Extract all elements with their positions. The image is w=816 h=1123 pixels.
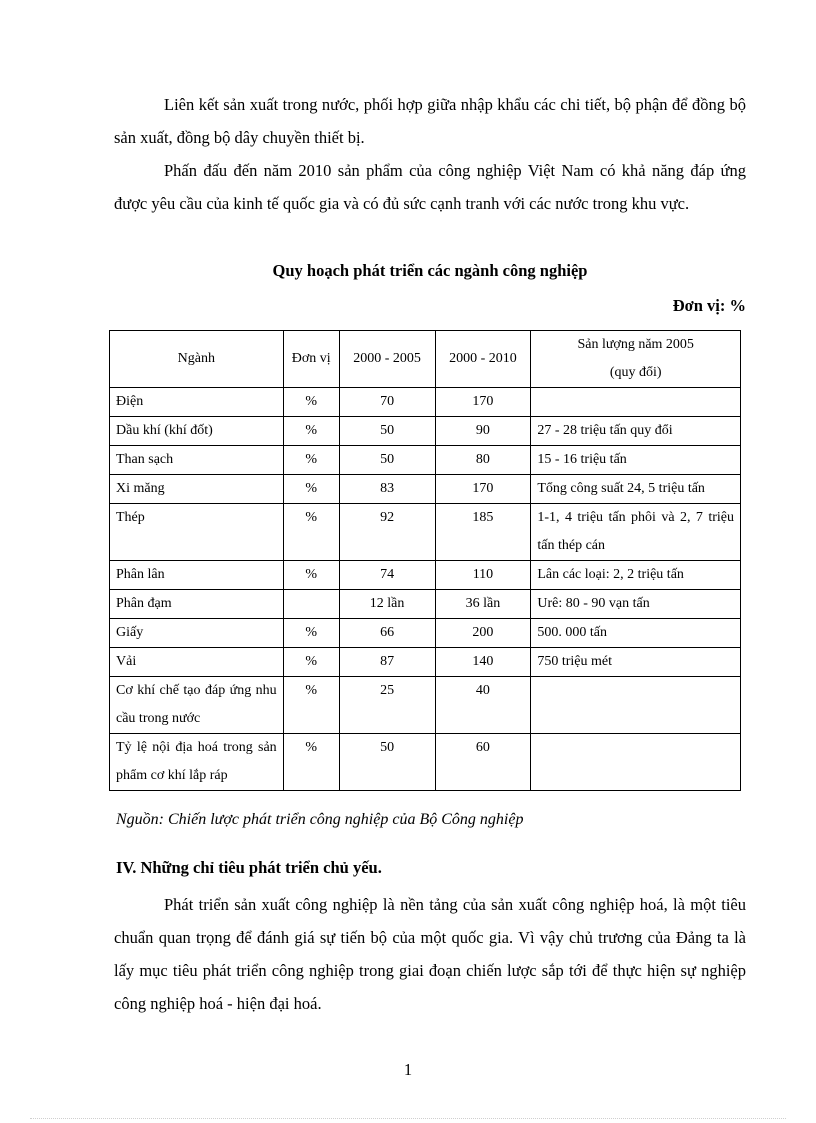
industry-plan-table (109, 330, 741, 791)
table-row (110, 388, 741, 417)
table-row (110, 648, 741, 677)
cell-2000-2010: 200 (435, 619, 531, 648)
cell-san-luong: 15 - 16 triệu tấn (531, 446, 741, 475)
header-don-vi: Đơn vị (283, 331, 339, 388)
paragraph-1-text: Liên kết sản xuất trong nước, phối hợp giữa nhập khẩu các chi tiết, bộ phận để đồng bộ sản xuất, đồng bộ dây chuyền thiết bị. (114, 95, 746, 147)
cell-nganh: Điện (110, 388, 284, 417)
table-header-row (110, 331, 741, 388)
unit-note: Đơn vị: % (672, 296, 746, 315)
section-heading: IV. Những chỉ tiêu phát triển chủ yếu. (116, 858, 382, 877)
cell-san-luong: Tổng công suất 24, 5 triệu tấn (531, 475, 741, 504)
cell-don-vi: % (283, 475, 339, 504)
cell-san-luong (531, 677, 741, 734)
cell-2000-2010: 36 lần (435, 590, 531, 619)
cell-2000-2005: 50 (339, 446, 435, 475)
cell-nganh: Phân lân (110, 561, 284, 590)
cell-san-luong: 27 - 28 triệu tấn quy đổi (531, 417, 741, 446)
header-2000-2010: 2000 - 2010 (435, 331, 531, 388)
cell-san-luong (531, 388, 741, 417)
cell-nganh: Giấy (110, 619, 284, 648)
table-row (110, 475, 741, 504)
cell-san-luong (531, 734, 741, 791)
cell-don-vi: % (283, 619, 339, 648)
header-san-luong-line2: (quy đổi) (609, 365, 662, 380)
cell-2000-2010: 80 (435, 446, 531, 475)
cell-2000-2005: 50 (339, 734, 435, 791)
cell-2000-2005: 25 (339, 677, 435, 734)
cell-2000-2005: 92 (339, 504, 435, 561)
table-body (110, 388, 741, 791)
cell-2000-2010: 185 (435, 504, 531, 561)
cell-nganh: Tỷ lệ nội địa hoá trong sản phẩm cơ khí lắp ráp (110, 734, 284, 791)
cell-nganh: Dầu khí (khí đốt) (110, 417, 284, 446)
cell-2000-2005: 12 lần (339, 590, 435, 619)
cell-don-vi: % (283, 504, 339, 561)
table-row (110, 734, 741, 791)
cell-nganh: Cơ khí chế tạo đáp ứng nhu cầu trong nước (110, 677, 284, 734)
table-row (110, 417, 741, 446)
cell-nganh: Than sạch (110, 446, 284, 475)
cell-2000-2005: 83 (339, 475, 435, 504)
cell-nganh: Xi măng (110, 475, 284, 504)
cell-san-luong: Lân các loại: 2, 2 triệu tấn (531, 561, 741, 590)
paragraph-2 (114, 154, 746, 220)
cell-don-vi: % (283, 388, 339, 417)
cell-don-vi: % (283, 417, 339, 446)
header-nganh: Ngành (110, 331, 284, 388)
cell-don-vi: % (283, 677, 339, 734)
cell-2000-2005: 70 (339, 388, 435, 417)
table-source: Nguồn: Chiến lược phát triển công nghiệp của Bộ Công nghiệp (116, 811, 524, 828)
cell-don-vi: % (283, 734, 339, 791)
table-row (110, 619, 741, 648)
header-san-luong-line1: Sản lượng năm 2005 (577, 337, 694, 352)
page-number: 1 (403, 1060, 413, 1079)
cell-nganh: Phân đạm (110, 590, 284, 619)
cell-don-vi: % (283, 561, 339, 590)
cell-san-luong: Urê: 80 - 90 vạn tấn (531, 590, 741, 619)
cell-don-vi: % (283, 648, 339, 677)
cell-2000-2005: 87 (339, 648, 435, 677)
cell-nganh: Thép (110, 504, 284, 561)
table-title: Quy hoạch phát triển các ngành công nghiệp (272, 261, 588, 280)
table-row (110, 677, 741, 734)
cell-2000-2010: 140 (435, 648, 531, 677)
paragraph-2-text: Phấn đấu đến năm 2010 sản phẩm của công nghiệp Việt Nam có khả năng đáp ứng được yêu cầu của kinh tế quốc gia và có đủ sức cạnh tranh với các nước trong khu vực. (114, 161, 746, 213)
table-row (110, 446, 741, 475)
cell-2000-2005: 66 (339, 619, 435, 648)
cell-2000-2010: 90 (435, 417, 531, 446)
table-row (110, 561, 741, 590)
cell-san-luong: 500. 000 tấn (531, 619, 741, 648)
cell-2000-2005: 74 (339, 561, 435, 590)
header-2000-2005: 2000 - 2005 (339, 331, 435, 388)
cell-san-luong: 1-1, 4 triệu tấn phôi và 2, 7 triệu tấn thép cán (531, 504, 741, 561)
cell-2000-2005: 50 (339, 417, 435, 446)
table-row (110, 504, 741, 561)
cell-2000-2010: 110 (435, 561, 531, 590)
paragraph-1 (114, 88, 746, 154)
cell-san-luong: 750 triệu mét (531, 648, 741, 677)
cell-2000-2010: 60 (435, 734, 531, 791)
cell-nganh: Vải (110, 648, 284, 677)
paragraph-3 (114, 888, 746, 1020)
cell-don-vi: % (283, 446, 339, 475)
header-san-luong (531, 331, 741, 388)
cell-2000-2010: 40 (435, 677, 531, 734)
page-bottom-divider (30, 1118, 786, 1119)
cell-2000-2010: 170 (435, 388, 531, 417)
cell-2000-2010: 170 (435, 475, 531, 504)
paragraph-3-text: Phát triển sản xuất công nghiệp là nền tảng của sản xuất công nghiệp hoá, là một tiêu chuẩn quan trọng để đánh giá sự tiến bộ của một quốc gia. Vì vậy chủ trương của Đảng ta là lấy mục tiêu phát triển công nghiệp trong giai đoạn chiến lược sắp tới để thực hiện sự nghiệp công nghiệp hoá - hiện đại hoá. (114, 895, 746, 1013)
table-row (110, 590, 741, 619)
cell-don-vi (283, 590, 339, 619)
